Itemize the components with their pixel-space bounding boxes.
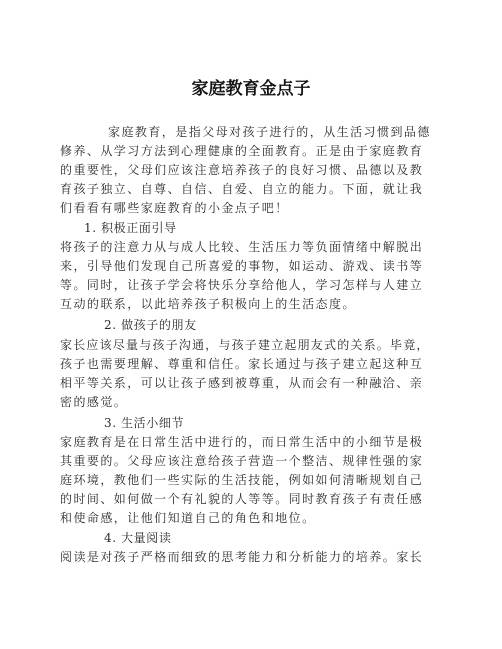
paragraph-line: 孩子也需要理解、尊重和信任。家长通过与孩子建立起这种互 <box>60 357 424 371</box>
paragraph-line: 庭环境，教他们一些实际的生活技能，例如如何清晰规划自己 <box>60 473 424 487</box>
paragraph-line: 家庭教育，是指父母对孩子进行的，从生活习惯到品德 <box>108 125 431 139</box>
paragraph-line: 将孩子的注意力从与成人比较、生活压力等负面情绪中解脱出 <box>60 240 424 254</box>
paragraph-line: 家庭教育是在日常生活中进行的，而日常生活中的小细节是极 <box>60 435 424 449</box>
section-heading-1: 1. 积极正面引导 <box>84 221 177 235</box>
paragraph-line: 其重要的。父母应该注意给孩子营造一个整洁、规律性强的家 <box>60 454 424 468</box>
paragraph-line: 育孩子独立、自尊、自信、自爱、自立的能力。下面，就让我 <box>60 182 424 196</box>
paragraph-line: 们看看有哪些家庭教育的小金点子吧！ <box>60 201 289 215</box>
paragraph-line: 和使命感，让他们知道自己的角色和地位。 <box>60 511 316 525</box>
paragraph-line: 的重要性，父母们应该注意培养孩子的良好习惯、品德以及教 <box>60 163 424 177</box>
paragraph-line: 家长应该尽量与孩子沟通，与孩子建立起朋友式的关系。毕竟， <box>60 338 430 352</box>
document-title: 家庭教育金点子 <box>191 79 311 99</box>
paragraph-line: 的时间、如何做一个有礼貌的人等等。同时教育孩子有责任感 <box>60 492 424 506</box>
paragraph-line: 等。同时，让孩子学会将快乐分享给他人，学习怎样与人建立 <box>60 278 424 292</box>
section-heading-2: 2. 做孩子的朋友 <box>104 318 197 332</box>
section-heading-3: 3. 生活小细节 <box>104 416 185 430</box>
paragraph-line: 密的感觉。 <box>60 395 128 409</box>
paragraph-line: 来，引导他们发现自己所喜爱的事物，如运动、游戏、读书等 <box>60 259 424 273</box>
paragraph-line: 修养、从学习方法到心理健康的全面教育。正是由于家庭教育 <box>60 144 424 158</box>
paragraph-line: 阅读是对孩子严格而细致的思考能力和分析能力的培养。家长 <box>60 550 424 564</box>
paragraph-line: 相平等关系，可以让孩子感到被尊重，从而会有一种融洽、亲 <box>60 376 424 390</box>
section-heading-4: 4. 大量阅读 <box>104 531 172 545</box>
paragraph-line: 互动的联系，以此培养孩子积极向上的生活态度。 <box>60 297 356 311</box>
